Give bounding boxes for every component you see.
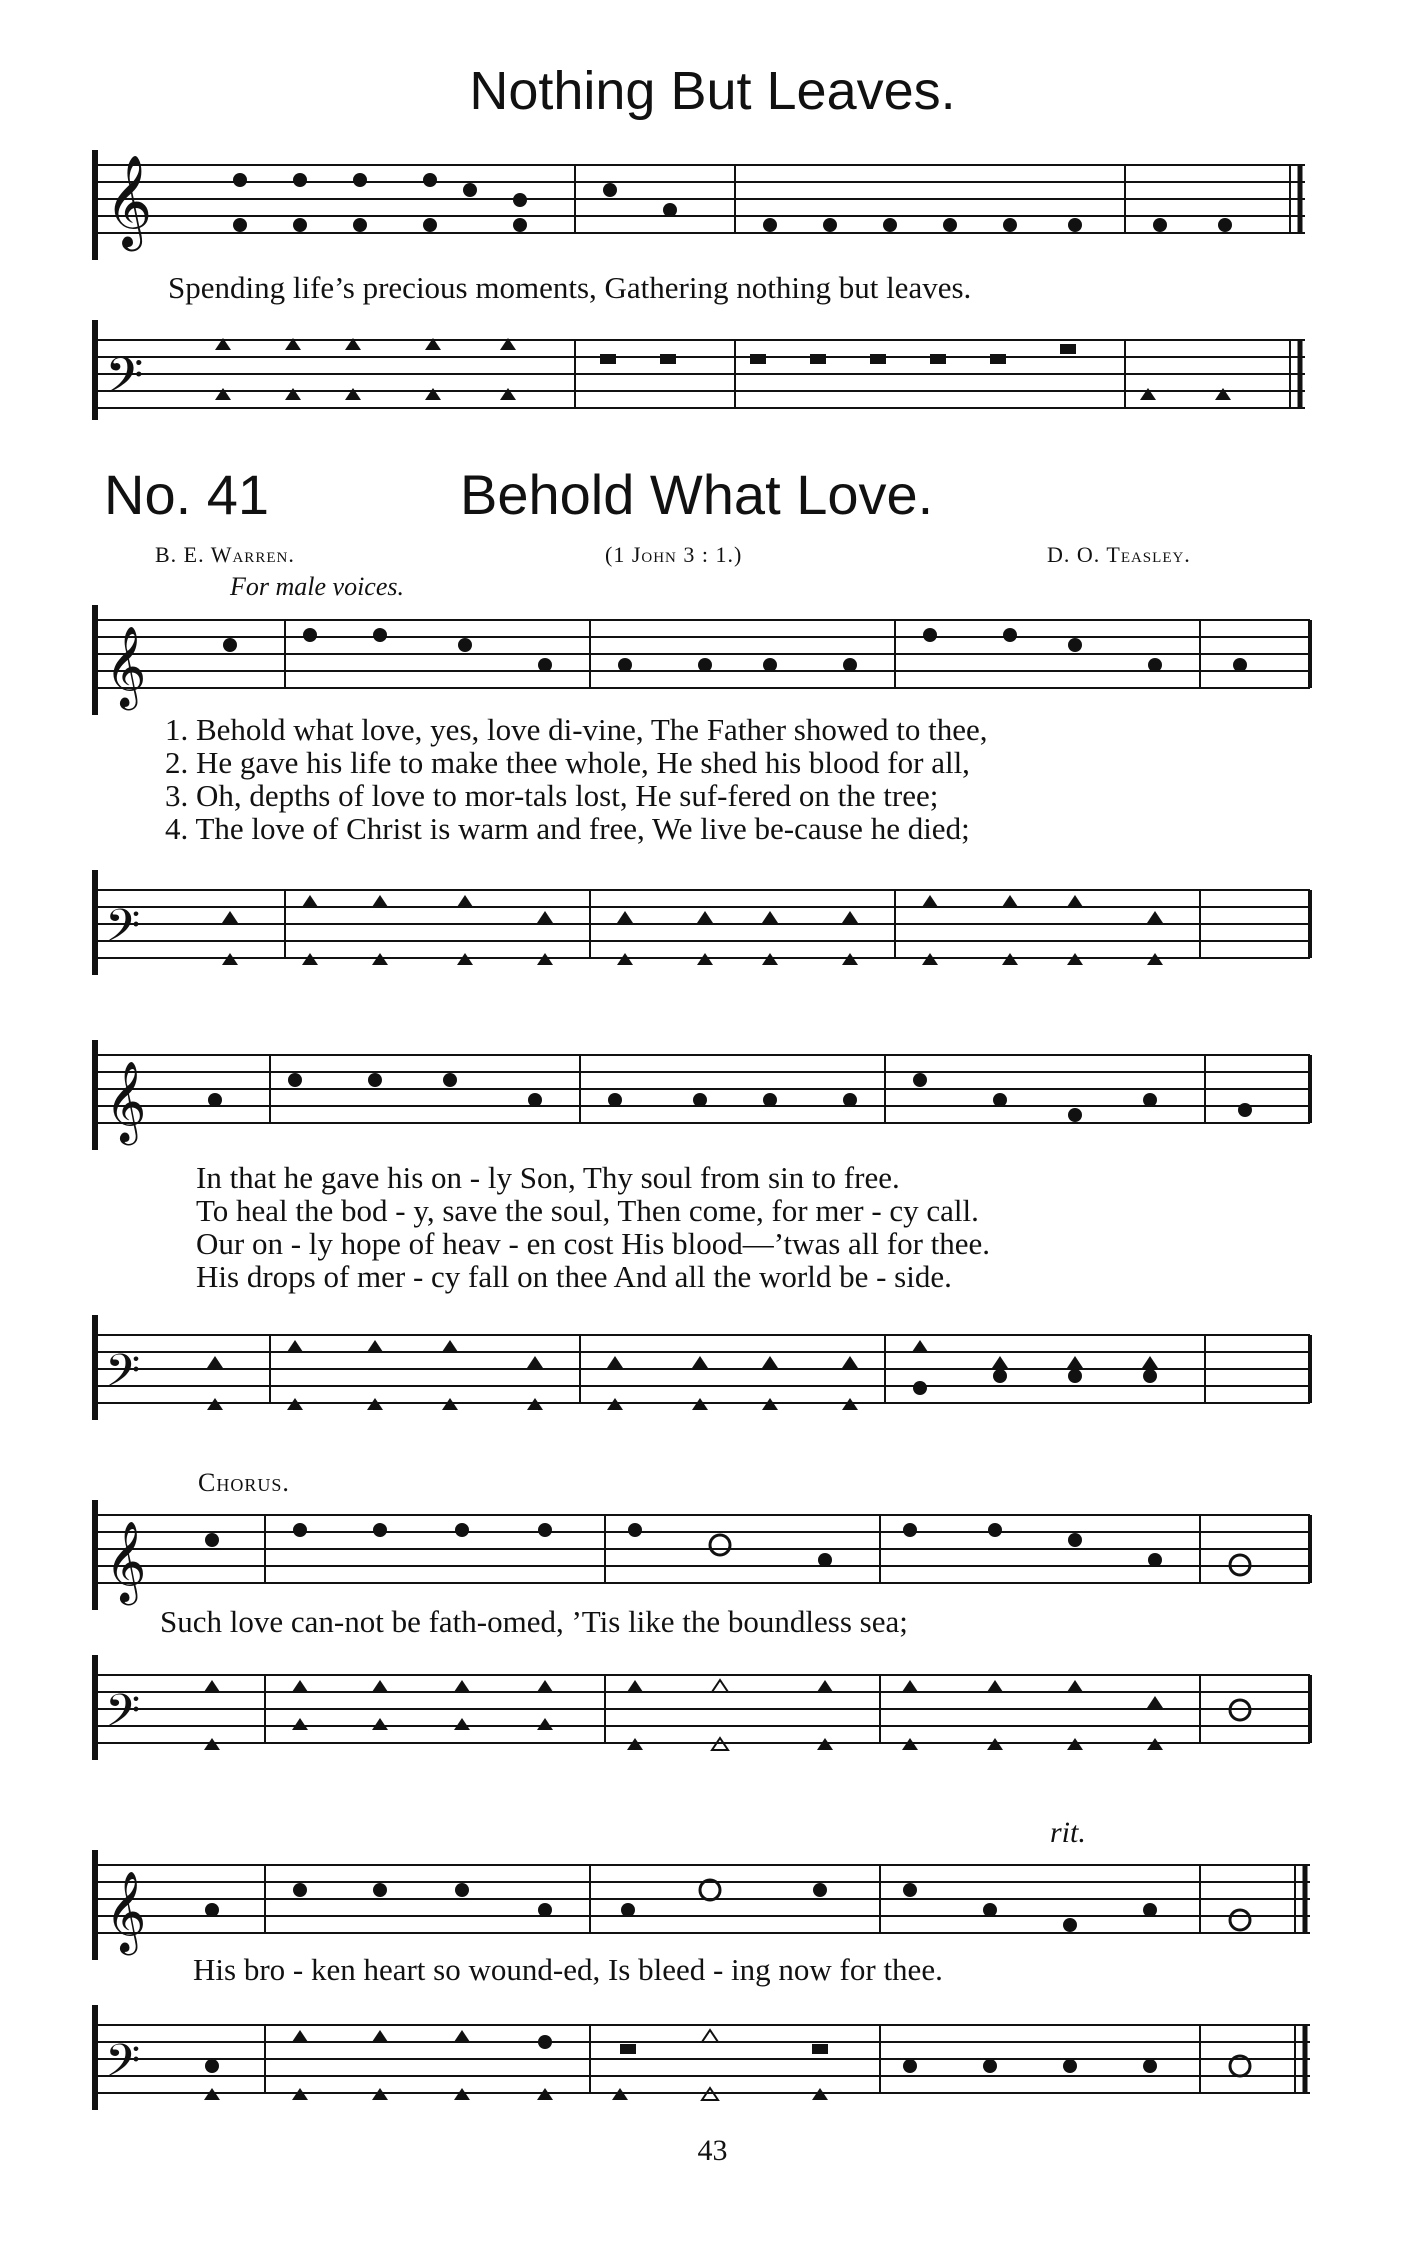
system1-treble-staff [0,605,1425,715]
verse-line-4b: His drops of mer - cy fall on thee And all the world be - side. [196,1259,952,1294]
svg-text:𝄞: 𝄞 [105,1870,147,1952]
verse-line-3b: Our on - ly hope of heav - en cost His blood—’twas all for thee. [196,1226,991,1261]
system1-bass-staff [0,865,1425,985]
previous-hymn-treble-staff [0,150,1425,260]
tempo-marking: rit. [1050,1816,1086,1849]
svg-text:𝄢: 𝄢 [105,899,141,963]
scripture-reference: (1 John 3 : 1.) [605,542,743,567]
chorus-line-2: His bro - ken heart so wound-ed, Is bleed - ing now for thee. [193,1952,943,1987]
system3-treble-staff [0,1500,1425,1610]
chorus-line-1: Such love can-not be fath-omed, ’Tis like the boundless sea; [160,1604,908,1639]
system2-treble-staff [0,1040,1425,1150]
page-number: 43 [697,2134,728,2167]
svg-text:𝄞: 𝄞 [105,1060,147,1142]
previous-hymn-lyric: Spending life’s precious moments, Gathering nothing but leaves. [168,270,972,305]
svg-text:𝄢: 𝄢 [105,1344,141,1408]
system3-bass-staff [0,1650,1425,1770]
previous-hymn-title: Nothing But Leaves. [469,61,956,121]
verse-line-2a: 2. He gave his life to make thee whole, He shed his blood for all, [165,745,970,780]
verse-line-2b: To heal the bod - y, save the soul, Then come, for mer - cy call. [196,1193,979,1228]
system4-treble-staff [0,1850,1425,1960]
svg-text:𝄞: 𝄞 [105,154,153,247]
system4-bass-staff [0,2000,1425,2120]
verse-line-1b: In that he gave his on - ly Son, Thy soul from sin to free. [196,1160,900,1195]
svg-text:𝄞: 𝄞 [105,1520,147,1602]
svg-text:𝄢: 𝄢 [105,2034,141,2098]
chorus-label: Chorus. [198,1468,290,1497]
author-credit: B. E. Warren. [155,542,295,567]
hymn-title: Behold What Love. [460,463,934,526]
verse-line-1a: 1. Behold what love, yes, love di-vine, The Father showed to thee, [165,712,988,747]
hymn-number: No. 41 [104,463,269,526]
verse-line-4a: 4. The love of Christ is warm and free, We live be-cause he died; [165,811,970,846]
system2-bass-staff [0,1310,1425,1430]
svg-text:𝄢: 𝄢 [105,1684,141,1748]
verse-line-3a: 3. Oh, depths of love to mor-tals lost, He suf-fered on the tree; [165,778,939,813]
performance-direction: For male voices. [230,572,405,601]
svg-text:𝄞: 𝄞 [105,625,147,707]
previous-hymn-bass-staff [0,310,1425,430]
composer-credit: D. O. Teasley. [1047,542,1191,567]
svg-text:𝄢: 𝄢 [105,347,144,417]
